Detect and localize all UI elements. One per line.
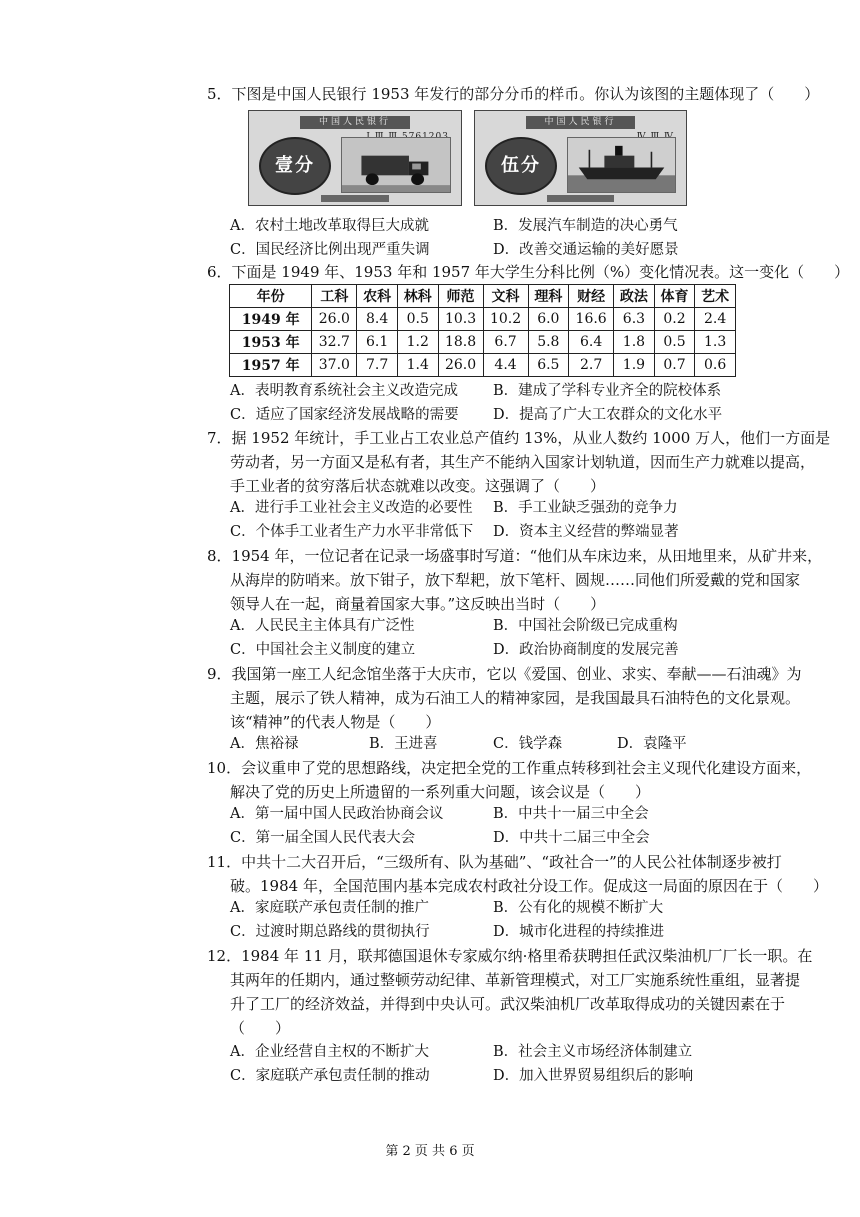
q9-option-b[interactable]: B．王进喜: [369, 736, 438, 752]
q9-option-d[interactable]: D．袁隆平: [617, 736, 687, 752]
q10-stem-line: 10．会议重申了党的思想路线，决定把全党的工作重点转移到社会主义现代化建设方面来，: [207, 759, 812, 777]
table-cell: 6.7: [483, 331, 528, 354]
table-cell: 0.7: [654, 354, 695, 377]
table-cell: 2.4: [695, 308, 736, 331]
q11-option-c[interactable]: C．过渡时期总路线的贯彻执行: [230, 924, 430, 940]
q5-option-d[interactable]: D．改善交通运输的美好愿景: [493, 242, 679, 258]
table-cell: 4.4: [483, 354, 528, 377]
table-header-cell: 工科: [312, 285, 357, 308]
table-header-cell: 师范: [438, 285, 483, 308]
table-cell: 8.4: [357, 308, 398, 331]
q10-option-a[interactable]: A．第一届中国人民政治协商会议: [230, 806, 444, 822]
banknote-denomination: 壹分: [259, 137, 331, 195]
q12-stem-line: （ ）: [230, 1019, 291, 1037]
q7-option-d[interactable]: D．资本主义经营的弊端显著: [493, 524, 679, 540]
table-cell: 6.0: [528, 308, 569, 331]
table-cell: 7.7: [357, 354, 398, 377]
table-cell: 1.8: [614, 331, 655, 354]
banknote-1-fen: [248, 110, 462, 206]
q12-option-d[interactable]: D．加入世界贸易组织后的影响: [493, 1068, 694, 1084]
q6-option-b[interactable]: B．建成了学科专业齐全的院校体系: [493, 383, 722, 399]
q9-option-a[interactable]: A．焦裕禄: [230, 736, 299, 752]
table-cell: 0.5: [654, 331, 695, 354]
table-cell: 0.6: [695, 354, 736, 377]
q9-stem-line: 该“精神”的代表人物是（ ）: [230, 713, 441, 731]
table-cell: 1.2: [397, 331, 438, 354]
table-cell: 0.5: [397, 308, 438, 331]
table-cell: 16.6: [569, 308, 614, 331]
table-row: [230, 331, 736, 354]
table-cell: 6.4: [569, 331, 614, 354]
table-header-row: [230, 285, 736, 308]
table-cell: 6.1: [357, 331, 398, 354]
page-number-footer: 第 2 页 共 6 页: [385, 1144, 475, 1159]
table-cell: 37.0: [312, 354, 357, 377]
table-row: [230, 354, 736, 377]
q9-option-c[interactable]: C．钱学森: [493, 736, 563, 752]
table-cell: 6.5: [528, 354, 569, 377]
truck-icon: [341, 137, 451, 193]
q8-option-b[interactable]: B．中国社会阶级已完成重构: [493, 618, 678, 634]
q7-option-c[interactable]: C．个体手工业者生产力水平非常低下: [230, 524, 474, 540]
table-row: [230, 308, 736, 331]
banknote-bottom-band: [547, 195, 615, 202]
q7-stem-line: 手工业者的贫穷落后状态就难以改变。这强调了（ ）: [230, 477, 606, 495]
table-header-cell: 文科: [483, 285, 528, 308]
q12-option-b[interactable]: B．社会主义市场经济体制建立: [493, 1044, 693, 1060]
table-cell-year: 1949 年: [230, 308, 312, 331]
table-cell: 26.0: [312, 308, 357, 331]
table-header-cell: 理科: [528, 285, 569, 308]
table-cell: 18.8: [438, 331, 483, 354]
q6-stem: 6．下面是 1949 年、1953 年和 1957 年大学生分科比例（%）变化情况表。这一变化（ ）: [207, 263, 850, 281]
banknote-bank-name: 中国人民银行: [526, 116, 636, 129]
table-cell: 10.3: [438, 308, 483, 331]
q7-option-b[interactable]: B．手工业缺乏强劲的竞争力: [493, 500, 678, 516]
table-header-cell: 林科: [397, 285, 438, 308]
q11-stem-line: 11．中共十二大召开后，“三级所有、队为基础”、“政社合一”的人民公社体制逐步被打: [207, 853, 782, 871]
table-header-cell: 体育: [654, 285, 695, 308]
q5-option-a[interactable]: A．农村土地改革取得巨大成就: [230, 218, 429, 234]
q5-stem: 5．下图是中国人民银行 1953 年发行的部分分币的样币。你认为该图的主题体现了（ ）: [207, 85, 820, 103]
q8-option-d[interactable]: D．政治协商制度的发展完善: [493, 642, 679, 658]
q7-stem-line: 劳动者，另一方面又是私有者，其生产不能纳入国家计划轨道，因而生产力就难以提高，: [230, 453, 816, 471]
q7-stem-line: 7．据 1952 年统计，手工业占工农业总产值约 13%，从业人数约 1000 万人，他们一方面是: [207, 429, 831, 447]
table-cell: 5.8: [528, 331, 569, 354]
q10-option-d[interactable]: D．中共十二届三中全会: [493, 830, 650, 846]
table-cell-year: 1957 年: [230, 354, 312, 377]
table-cell-year: 1953 年: [230, 331, 312, 354]
table-header-cell: 年份: [230, 285, 312, 308]
q9-stem-line: 主题，展示了铁人精神，成为石油工人的精神家园，是我国最具石油特色的文化景观。: [230, 689, 801, 707]
banknote-5-fen: [474, 110, 687, 206]
q8-stem-line: 8．1954 年，一位记者在记录一场盛事时写道：“他们从车床边来，从田地里来，从矿井来，: [207, 547, 823, 565]
q7-option-a[interactable]: A．进行手工业社会主义改造的必要性: [230, 500, 473, 516]
q12-stem-line: 12．1984 年 11 月，联邦德国退休专家威尔纳·格里希获聘担任武汉柴油机厂厂长一职。在: [207, 947, 813, 965]
table-header-cell: 艺术: [695, 285, 736, 308]
q8-option-a[interactable]: A．人民民主主体具有广泛性: [230, 618, 415, 634]
q8-option-c[interactable]: C．中国社会主义制度的建立: [230, 642, 416, 658]
q6-option-a[interactable]: A．表明教育系统社会主义改造完成: [230, 383, 458, 399]
banknote-bottom-band: [321, 195, 389, 202]
q11-option-d[interactable]: D．城市化进程的持续推进: [493, 924, 665, 940]
q10-stem-line: 解决了党的历史上所遗留的一系列重大问题，该会议是（ ）: [230, 783, 651, 801]
q8-stem-line: 领导人在一起，商量着国家大事。”这反映出当时（ ）: [230, 595, 606, 613]
q10-option-b[interactable]: B．中共十一届三中全会: [493, 806, 649, 822]
table-cell: 0.2: [654, 308, 695, 331]
table-cell: 1.3: [695, 331, 736, 354]
q12-option-c[interactable]: C．家庭联产承包责任制的推动: [230, 1068, 430, 1084]
banknote-denomination: 伍分: [485, 137, 557, 195]
table-cell: 1.4: [397, 354, 438, 377]
banknote-bank-name: 中国人民银行: [300, 116, 410, 129]
table-cell: 2.7: [569, 354, 614, 377]
q8-stem-line: 从海岸的防哨来。放下钳子，放下犁耙，放下笔杆、圆规……同他们所爱戴的党和国家: [230, 571, 801, 589]
q12-stem-line: 升了工厂的经济效益，并得到中央认可。武汉柴油机厂改革取得成功的关键因素在于: [230, 995, 786, 1013]
q10-option-c[interactable]: C．第一届全国人民代表大会: [230, 830, 416, 846]
ship-icon: [567, 137, 676, 193]
enrollment-ratio-table: [229, 284, 736, 377]
q5-option-c[interactable]: C．国民经济比例出现严重失调: [230, 242, 430, 258]
q12-stem-line: 其两年的任期内，通过整顿劳动纪律、革新管理模式，对工厂实施系统性重组，显著提: [230, 971, 801, 989]
table-cell: 1.9: [614, 354, 655, 377]
table-header-cell: 财经: [569, 285, 614, 308]
table-header-cell: 农科: [357, 285, 398, 308]
q6-option-c[interactable]: C．适应了国家经济发展战略的需要: [230, 407, 459, 423]
table-cell: 10.2: [483, 308, 528, 331]
table-cell: 26.0: [438, 354, 483, 377]
table-cell: 32.7: [312, 331, 357, 354]
q11-option-a[interactable]: A．家庭联产承包责任制的推广: [230, 900, 429, 916]
q11-option-b[interactable]: B．公有化的规模不断扩大: [493, 900, 664, 916]
q11-stem-line: 破。1984 年，全国范围内基本完成农村政社分设工作。促成这一局面的原因在于（ ）: [230, 877, 828, 895]
q12-option-a[interactable]: A．企业经营自主权的不断扩大: [230, 1044, 429, 1060]
table-header-cell: 政法: [614, 285, 655, 308]
table-cell: 6.3: [614, 308, 655, 331]
q9-stem-line: 9．我国第一座工人纪念馆坐落于大庆市，它以《爱国、创业、求实、奉献——石油魂》为: [207, 665, 802, 683]
q5-option-b[interactable]: B．发展汽车制造的决心勇气: [493, 218, 678, 234]
q6-option-d[interactable]: D．提高了广大工农群众的文化水平: [493, 407, 723, 423]
